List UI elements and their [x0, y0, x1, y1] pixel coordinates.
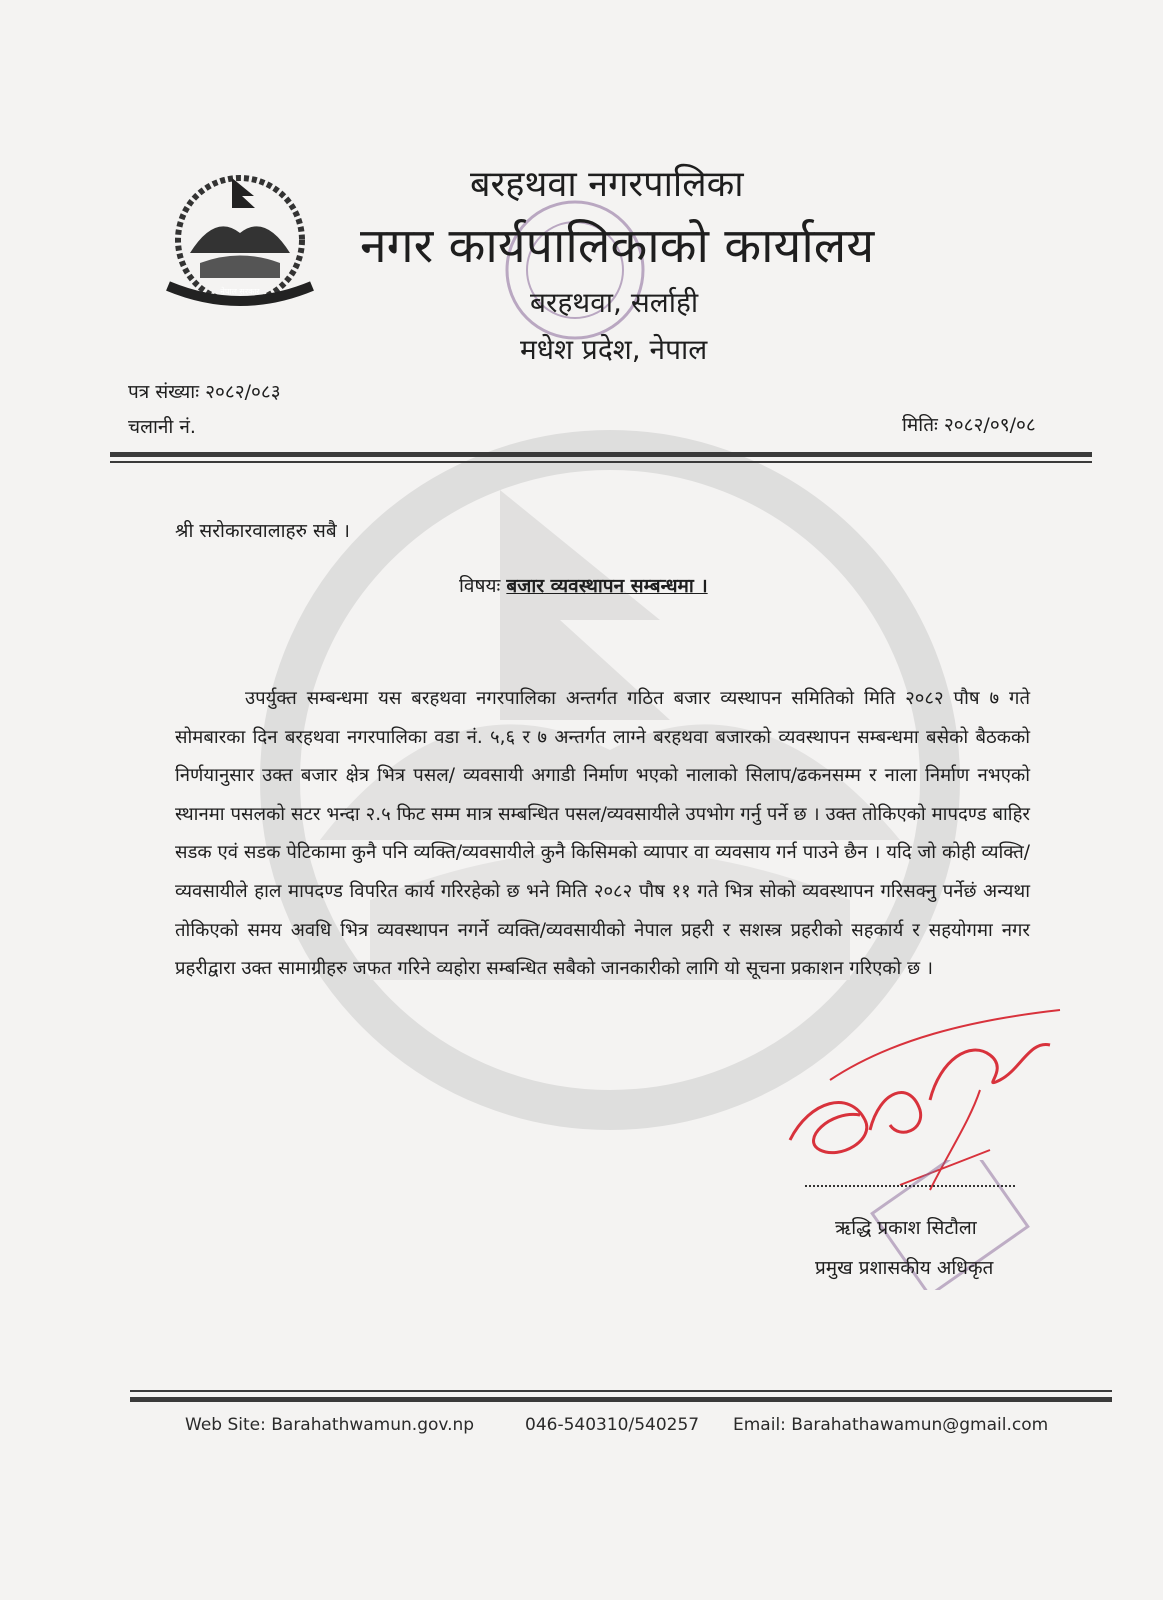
signature-line	[805, 1185, 1015, 1187]
header-divider-thin	[110, 461, 1092, 463]
signatory-name: ऋद्धि प्रकाश सिटौला	[835, 1217, 977, 1239]
letter-date: मितिः २०८२/०९/०८	[902, 414, 1036, 436]
footer-website: Web Site: Barahathwamun.gov.np	[185, 1415, 475, 1435]
subject-text: बजार व्यवस्थापन सम्बन्धमा ।	[506, 575, 708, 597]
letter-number: पत्र संख्याः २०८२/०८३	[128, 381, 281, 403]
office-location: बरहथवा, सर्लाही	[530, 286, 699, 319]
municipality-name: बरहथवा नगरपालिका	[470, 164, 744, 205]
salutation: श्री सरोकारवालाहरु सबै ।	[175, 520, 350, 542]
subject-line	[459, 572, 708, 598]
footer-email: Email: Barahathawamun@gmail.com	[733, 1415, 1049, 1435]
letter-body: उपर्युक्त सम्बन्धमा यस बरहथवा नगरपालिका अन्तर्गत गठित बजार व्यस्थापन समितिको मिति २०८२ पौष ७ गते सोमबारका दिन बरहथवा नगरपालिका वडा नं. ५,६ र ७ अन्तर्गत लाग्ने बरहथवा बजारको व्यवस्थापन सम्बन्धमा बसेको बैठकको निर्णयानुसार उक्त बजार क्षेत्र भित्र पसल/ व्यवसायी अगाडी निर्माण भएको नालाको सिलाप/ढकनसम्म र नाला निर्माण नभएको स्थानमा पसलको सटर भन्दा २.५ फिट सम्म मात्र सम्बन्धित पसल/व्यवसायीले उपभोग गर्नु पर्ने छ । उक्त तोकिएको मापदण्ड बाहिर सडक एवं सडक पेटिकामा कुनै पनि व्यक्ति/व्यवसायीले कुनै किसिमको व्यापार वा व्यवसाय गर्न पाउने छैन । यदि जो कोही व्यक्ति/ व्यवसायीले हाल मापदण्ड विपरित कार्य गरिरहेको छ भने मिति २०८२ पौष ११ गते भित्र सोको व्यवस्थापन गरिसक्नु पर्नेछं अन्यथा तोकिएको समय अवधि भित्र व्यवस्थापन नगर्ने व्यक्ति/व्यवसायीको नेपाल प्रहरी र सशस्त्र प्रहरीको सहकार्य र सहयोगमा नगर प्रहरीद्वारा उक्त सामाग्रीहरु जफत गरिने व्यहोरा सम्बन्धित सबैको जानकारीको लागि यो सूचना प्रकाशन गरिएको छ ।	[175, 688, 1030, 980]
subject-label: विषयः	[459, 575, 501, 597]
province-country: मधेश प्रदेश, नेपाल	[520, 333, 708, 366]
header-divider	[110, 452, 1092, 457]
nepal-emblem-icon	[160, 168, 320, 318]
dispatch-number: चलानी नं.	[128, 416, 196, 438]
office-name: नगर कार्यपालिकाको कार्यालय	[360, 218, 875, 274]
footer-divider	[130, 1397, 1112, 1402]
footer-divider-thin	[130, 1390, 1112, 1392]
emblem-caption: नेपाल सरकार	[220, 287, 260, 296]
signatory-title: प्रमुख प्रशासकीय अधिकृत	[815, 1257, 994, 1279]
footer-phone: 046-540310/540257	[525, 1415, 700, 1435]
